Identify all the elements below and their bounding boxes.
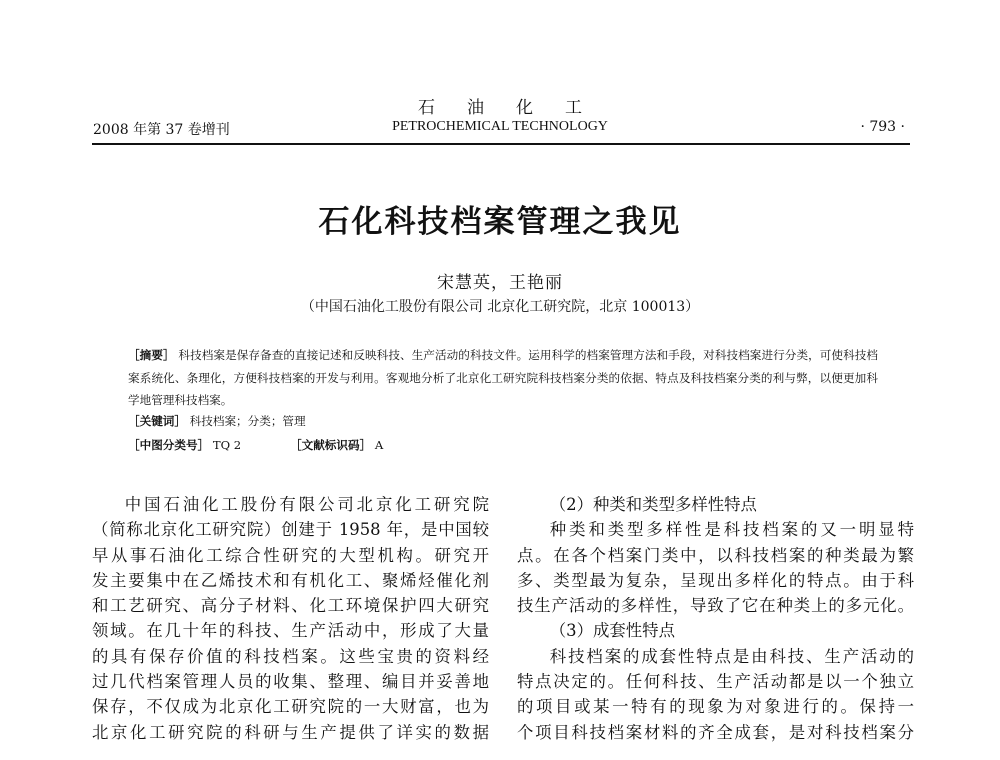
body-line: 点。在各个档案门类中，以科技档案的种类最为繁 (517, 545, 914, 565)
section-heading: （2）种类和类型多样性特点 (549, 495, 757, 514)
journal-char: 石 (418, 98, 435, 118)
body-line: 过几代档案管理人员的收集、整理、编目并妥善地 (92, 672, 489, 692)
body-line: 特点决定的。任何科技、生产活动都是以一个独立 (517, 672, 914, 692)
article-title: 石化科技档案管理之我见 (318, 204, 682, 240)
body-line: 发主要集中在乙烯技术和有机化工、聚烯烃催化剂 (92, 570, 489, 590)
body-line: 中国石油化工股份有限公司北京化工研究院 (124, 495, 489, 514)
journal-name-en: PETROCHEMICAL TECHNOLOGY (392, 119, 608, 134)
affiliation: （中国石油化工股份有限公司 北京化工研究院，北京 100013） (300, 299, 700, 315)
doc-code-value: A (374, 438, 384, 452)
body-column-left (92, 492, 489, 745)
authors: 宋慧英，王艳丽 (437, 273, 563, 293)
keywords-label: ［关键词］ (128, 414, 186, 428)
journal-char: 工 (565, 98, 582, 118)
abstract-label: ［摘要］ (128, 348, 175, 362)
body-column-right (517, 492, 914, 745)
clc-label: ［中图分类号］ (128, 438, 210, 452)
body-line: 北京化工研究院的科研与生产提供了详实的数据 (92, 722, 489, 742)
body-line: 领域。在几十年的科技、生产活动中，形成了大量 (92, 621, 489, 641)
keywords (128, 413, 306, 429)
keywords-text: 科技档案；分类；管理 (189, 414, 306, 428)
body-line: 多、类型最为复杂，呈现出多样化的特点。由于科 (517, 570, 914, 590)
body-line: 早从事石油化工综合性研究的大型机构。研究开 (92, 545, 489, 565)
body-line: 和工艺研究、高分子材料、化工环境保护四大研究 (92, 596, 489, 616)
doc-code-label: ［文献标识码］ (290, 438, 372, 452)
clc-value: TQ 2 (212, 438, 242, 452)
document-code (290, 437, 383, 453)
page-number: · 793 · (860, 119, 905, 135)
body-line: 的具有保存价值的科技档案。这些宝贵的资料经 (92, 646, 489, 666)
body-line: （简称北京化工研究院）创建于 1958 年，是中国较 (92, 520, 489, 540)
journal-char: 油 (467, 98, 484, 118)
body-line: 个项目科技档案材料的齐全成套，是对科技档案分 (517, 722, 914, 742)
clc-number (128, 437, 241, 453)
abstract-text: 科技档案是保存备查的直接记述和反映科技、生产活动的科技文件。运用科学的档案管理方法和手段，对科技档案进行分类，可使科技档案系统化、条理化，方便科技档案的开发与利用。客观地分析了北京化工研究院科技档案分类的依据、特点及科技档案分类的利与弊，以便更加科学地管理科技档案。 (128, 348, 878, 407)
abstract (128, 344, 878, 412)
body-line: 保存，不仅成为北京化工研究院的一大财富，也为 (92, 697, 489, 717)
issue-info: 2008 年第 37 卷增刊 (93, 122, 230, 138)
body-line: 的项目或某一特有的现象为对象进行的。保持一 (517, 697, 914, 717)
body-line: 科技档案的成套性特点是由科技、生产活动的 (549, 646, 914, 666)
journal-name-cn (0, 93, 1000, 118)
body-line: 技生产活动的多样性，导致了它在种类上的多元化。 (517, 596, 914, 616)
body-line: 种类和类型多样性是科技档案的又一明显特 (549, 520, 914, 540)
journal-char: 化 (516, 98, 533, 118)
section-heading: （3）成套性特点 (549, 621, 675, 641)
header-rule (92, 143, 910, 145)
